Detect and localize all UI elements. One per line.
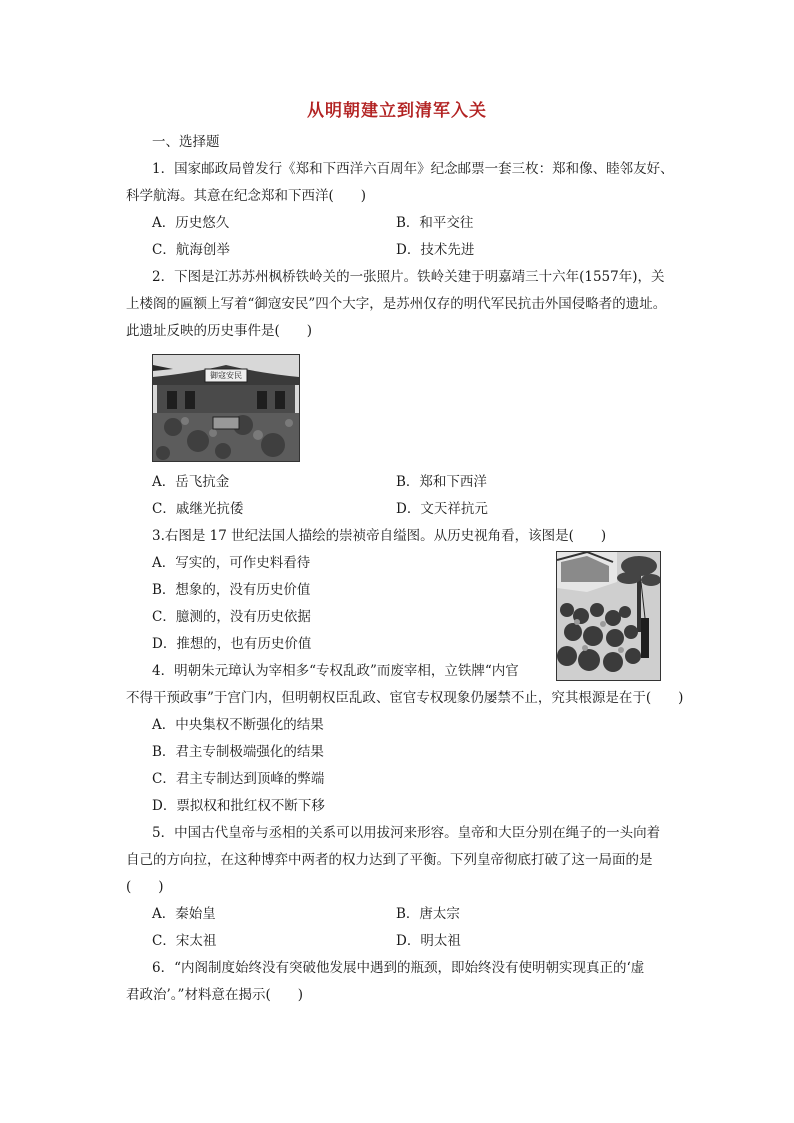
q1-option-c: C．航海创举 [152,242,230,258]
plaque-text: 御寇安民 [210,371,242,380]
q2-option-a: A．岳飞抗金 [152,474,230,490]
q2-option-d: D．文天祥抗元 [396,501,488,517]
q2-stem-line2: 上楼阁的匾额上写着“御寇安民”四个大字，是苏州仅存的明代军民抗击外国侵略者的遗址。 [126,296,667,312]
section-heading: 一、选择题 [152,134,220,150]
q1-option-d: D．技术先进 [396,242,475,258]
q5-stem-line2: 自己的方向拉，在这种博弈中两者的权力达到了平衡。下列皇帝彻底打破了这一局面的是 [126,852,653,868]
q5-option-c: C．宋太祖 [152,933,217,949]
q5-stem-line1: 5．中国古代皇帝与丞相的关系可以用拔河来形容。皇帝和大臣分别在绳子的一头向着 [152,825,661,841]
q5-option-a: A．秦始皇 [152,906,216,922]
q1-stem-line1: 1．国家邮政局曾发行《郑和下西洋六百周年》纪念邮票一套三枚：郑和像、睦邻友好、 [152,161,674,177]
page-title: 从明朝建立到清军入关 [307,101,487,121]
q2-stem-line1: 2．下图是江苏苏州枫桥铁岭关的一张照片。铁岭关建于明嘉靖三十六年(1557年)，关 [152,269,665,285]
q4-stem-line1: 4．明朝朱元璋认为宰相多“专权乱政”而废宰相，立铁牌“内官 [152,663,519,679]
q3-option-b: B．想象的，没有历史价值 [152,582,311,598]
q4-option-d: D．票拟权和批红权不断下移 [152,798,325,814]
q5-option-d: D．明太祖 [396,933,461,949]
q4-option-b: B．君主专制极端强化的结果 [152,744,324,760]
chongzhen-suicide-illustration [556,551,661,681]
q4-option-c: C．君主专制达到顶峰的弊端 [152,771,325,787]
q5-stem-line3: ( ) [126,879,164,895]
q1-stem-line2: 科学航海。其意在纪念郑和下西洋( ) [126,188,367,204]
q3-option-c: C．臆测的，没有历史依据 [152,609,311,625]
engraving-illustration [557,552,660,680]
q1-option-a: A．历史悠久 [152,215,230,231]
tieling-gate-photo [152,354,300,462]
q4-stem-line2: 不得干预政事”于宫门内，但明朝权臣乱政、宦官专权现象仍屡禁不止，究其根源是在于( ) [126,690,684,706]
q2-stem-line3: 此遗址反映的历史事件是( ) [126,323,313,339]
q3-option-a: A．写实的，可作史料看待 [152,555,311,571]
q3-option-d: D．推想的，也有历史价值 [152,636,312,652]
q6-stem-line1: 6．“内阁制度始终没有突破他发展中遇到的瓶颈，即始终没有使明朝实现真正的‘虚 [152,960,645,976]
q6-stem-line2: 君政治’。”材料意在揭示( ) [126,987,303,1003]
q1-option-b: B．和平交往 [396,215,474,231]
q3-stem-line1: 3.右图是 17 世纪法国人描绘的崇祯帝自缢图。从历史视角看，该图是( ) [152,528,607,544]
q2-option-b: B．郑和下西洋 [396,474,487,490]
q4-option-a: A．中央集权不断强化的结果 [152,717,324,733]
q2-option-c: C．戚继光抗倭 [152,501,244,517]
q5-option-b: B．唐太宗 [396,906,460,922]
